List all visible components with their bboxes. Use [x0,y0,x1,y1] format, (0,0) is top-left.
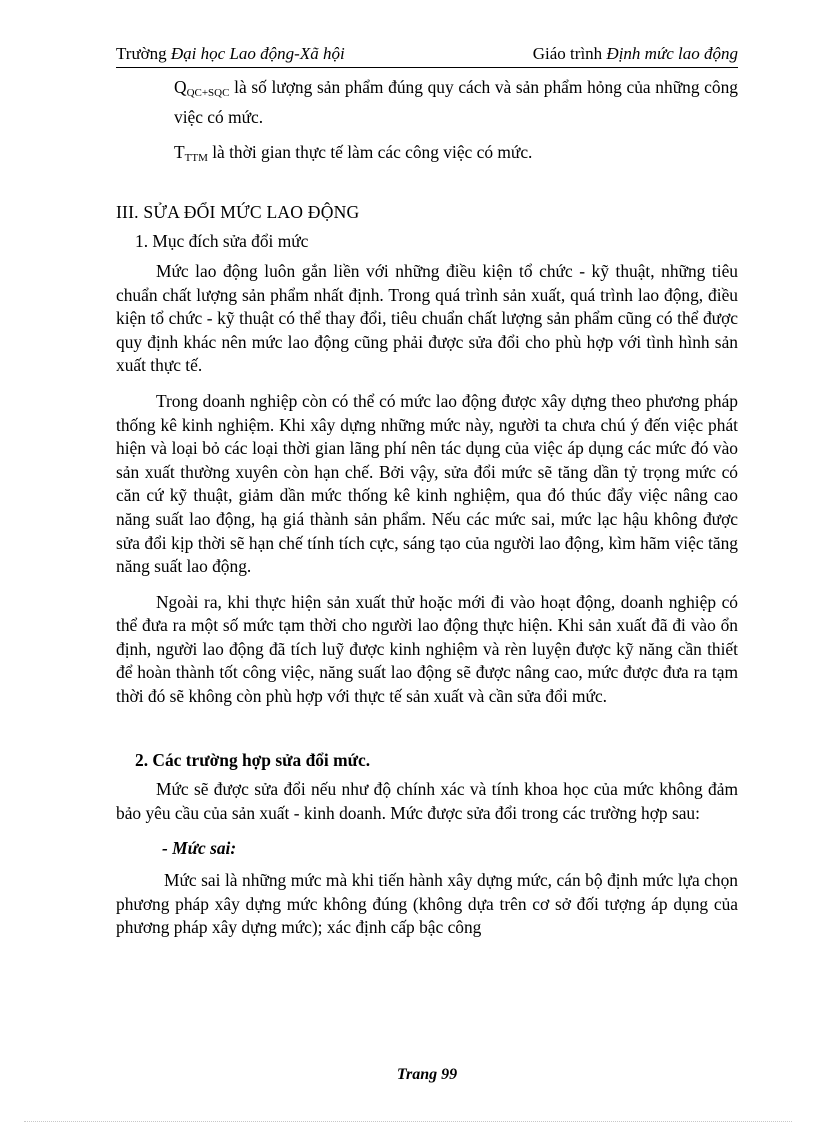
body-text [116,76,738,940]
paragraph-5: Mức sai là những mức mà khi tiến hành xây dựng mức, cán bộ định mức lựa chọn phương pháp xây dựng mức không đúng (không dựa trên cơ sở đối tượng áp dụng của phương pháp xây dựng mức); xác định cấp bậc công [116,870,738,938]
q-subscript: QC+SQC [186,87,230,99]
definition-q [116,76,738,129]
paragraph-4: Mức sẽ được sửa đổi nếu như độ chính xác và tính khoa học của mức không đảm bảo yêu cầu của sản xuất - kinh doanh. Mức được sửa đổi trong các trường hợp sau: [116,779,738,823]
header-left-prefix: Trường [116,44,171,63]
header-book-title: Định mức lao động [606,44,738,63]
q-definition-text: là số lượng sản phẩm đúng quy cách và sản phẩm hỏng của những công việc có mức. [174,77,738,127]
t-definition-text: là thời gian thực tế làm các công việc có mức. [207,142,533,163]
document-page [116,0,738,1123]
subsection-2-heading: 2. Các trường hợp sửa đổi mức. [135,749,371,770]
t-subscript: TTM [184,152,208,165]
header-left [116,44,345,64]
bullet-heading: - Mức sai: [162,838,237,859]
page-header [116,40,738,68]
page-bottom-divider [24,1121,792,1122]
subsection-1-heading: 1. Mục đích sửa đổi mức [135,231,309,252]
definition-t [116,141,738,171]
paragraph-2: Trong doanh nghiệp còn có thể có mức lao động được xây dựng theo phương pháp thống kê kinh nghiệm. Khi xây dựng những mức này, người ta chưa chú ý đến việc phát hiện và loại bỏ các loại thời gian lãng phí nên tác dụng của việc áp dụng các mức đó vào sản xuất thường xuyên còn hạn chế. Bởi vậy, sửa đổi mức sẽ tăng dần tỷ trọng mức có căn cứ kỹ thuật, giảm dần mức thống kê kinh nghiệm, qua đó thúc đẩy việc nâng cao năng suất lao động, hạ giá thành sản phẩm. Nếu các mức sai, mức lạc hậu không được sửa đổi kịp thời sẽ hạn chế tính tích cực, sáng tạo của người lao động, kìm hãm việc tăng năng suất lao động. [116,390,738,577]
header-right [533,44,738,64]
t-symbol: T [174,142,185,163]
q-symbol: Q [174,77,187,97]
paragraph-1: Mức lao động luôn gắn liền với những điều kiện tổ chức - kỹ thuật, những tiêu chuẩn chất lượng sản phẩm nhất định. Trong quá trình sản xuất, quá trình lao động, điều kiện tổ chức - kỹ thuật có thể thay đổi, tiêu chuẩn chất lượng sản phẩm cũng có thể được quy định khác nên mức lao động cũng phải được sửa đổi cho phù hợp với tình hình sản xuất thực tế. [116,260,738,376]
header-right-prefix: Giáo trình [532,44,607,63]
paragraph-3: Ngoài ra, khi thực hiện sản xuất thử hoặc mới đi vào hoạt động, doanh nghiệp có thể đưa ra một số mức tạm thời cho người lao động thực hiện. Khi sản xuất đã đi vào ổn định, người lao động đã tích luỹ được kinh nghiệm và rèn luyện được kỹ năng cần thiết để hoàn thành tốt công việc, năng suất lao động sẽ được nâng cao, mức được đưa ra tạm thời đó sẽ không còn phù hợp với thực tế sản xuất và cần sửa đổi mức. [116,591,738,707]
section-heading: III. SỬA ĐỔI MỨC LAO ĐỘNG [116,201,360,222]
header-university-name: Đại học Lao động-Xã hội [170,44,345,63]
page-number: Trang 99 [396,1066,458,1083]
